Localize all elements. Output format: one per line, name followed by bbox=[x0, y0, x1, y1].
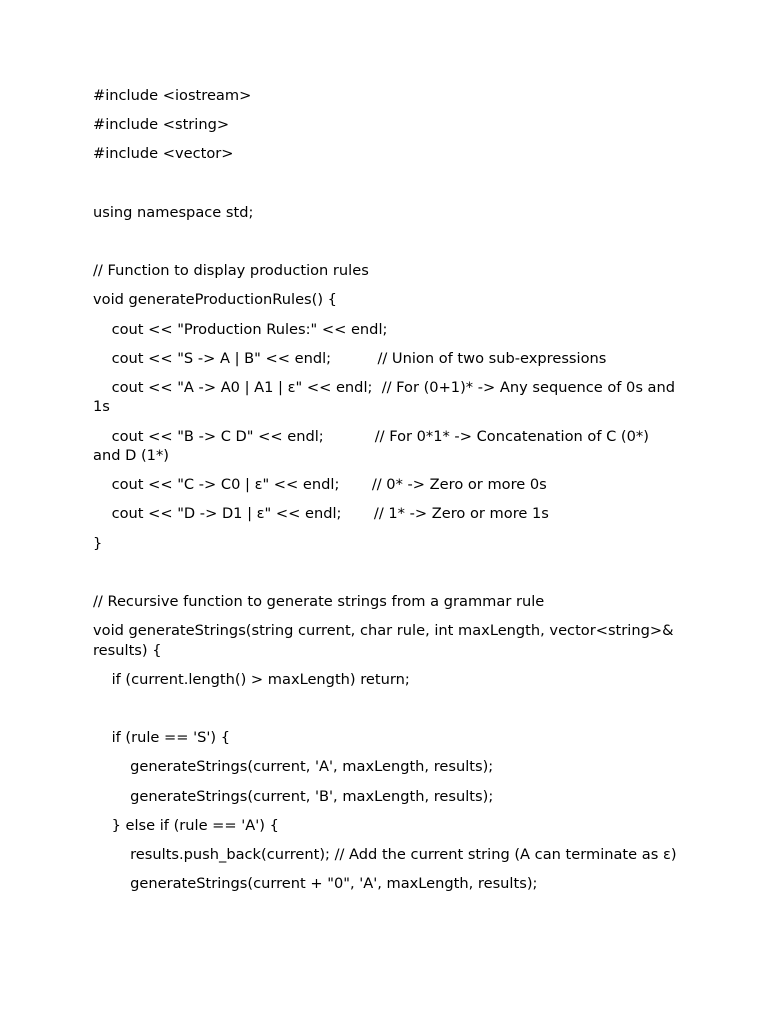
code-line: cout << "A -> A0 | A1 | ε" << endl; // For (0+1)* -> Any sequence of 0s and 1s bbox=[93, 378, 680, 416]
code-line: #include <string> bbox=[93, 116, 230, 134]
code-line: if (rule == 'S') { bbox=[93, 729, 231, 747]
code-line: cout << "Production Rules:" << endl; bbox=[93, 320, 388, 338]
code-line: cout << "S -> A | B" << endl; // Union of two sub-expressions bbox=[93, 349, 607, 367]
code-line: cout << "B -> C D" << endl; // For 0*1* -> Concatenation of C (0*) and D (1*) bbox=[93, 427, 654, 465]
code-line: generateStrings(current, 'A', maxLength, results); bbox=[93, 758, 494, 776]
code-line: cout << "D -> D1 | ε" << endl; // 1* -> Zero or more 1s bbox=[93, 505, 549, 523]
code-line: void generateProductionRules() { bbox=[93, 291, 337, 309]
code-line: using namespace std; bbox=[93, 203, 254, 221]
blank-line bbox=[93, 174, 678, 194]
code-line: } bbox=[93, 534, 103, 552]
blank-line bbox=[93, 563, 678, 583]
code-line: cout << "C -> C0 | ε" << endl; // 0* -> Zero or more 0s bbox=[93, 476, 547, 494]
blank-line bbox=[93, 699, 678, 719]
code-line: generateStrings(current + "0", 'A', maxLength, results); bbox=[93, 875, 538, 893]
code-line: if (current.length() > maxLength) return; bbox=[93, 670, 410, 688]
code-line: #include <iostream> bbox=[93, 87, 252, 104]
code-line: results.push_back(current); // Add the current string (A can terminate as ε) bbox=[93, 846, 677, 863]
code-comment-line: // Recursive function to generate strings from a grammar rule bbox=[93, 593, 545, 610]
code-line: #include <vector> bbox=[93, 145, 234, 163]
code-line: void generateStrings(string current, char rule, int maxLength, vector<string>& results) { bbox=[93, 622, 679, 659]
code-comment-line: // Function to display production rules bbox=[93, 262, 369, 280]
code-text-body bbox=[93, 86, 678, 903]
blank-line bbox=[93, 232, 678, 252]
code-line: generateStrings(current, 'B', maxLength, results); bbox=[93, 787, 494, 805]
code-line: } else if (rule == 'A') { bbox=[93, 816, 279, 834]
